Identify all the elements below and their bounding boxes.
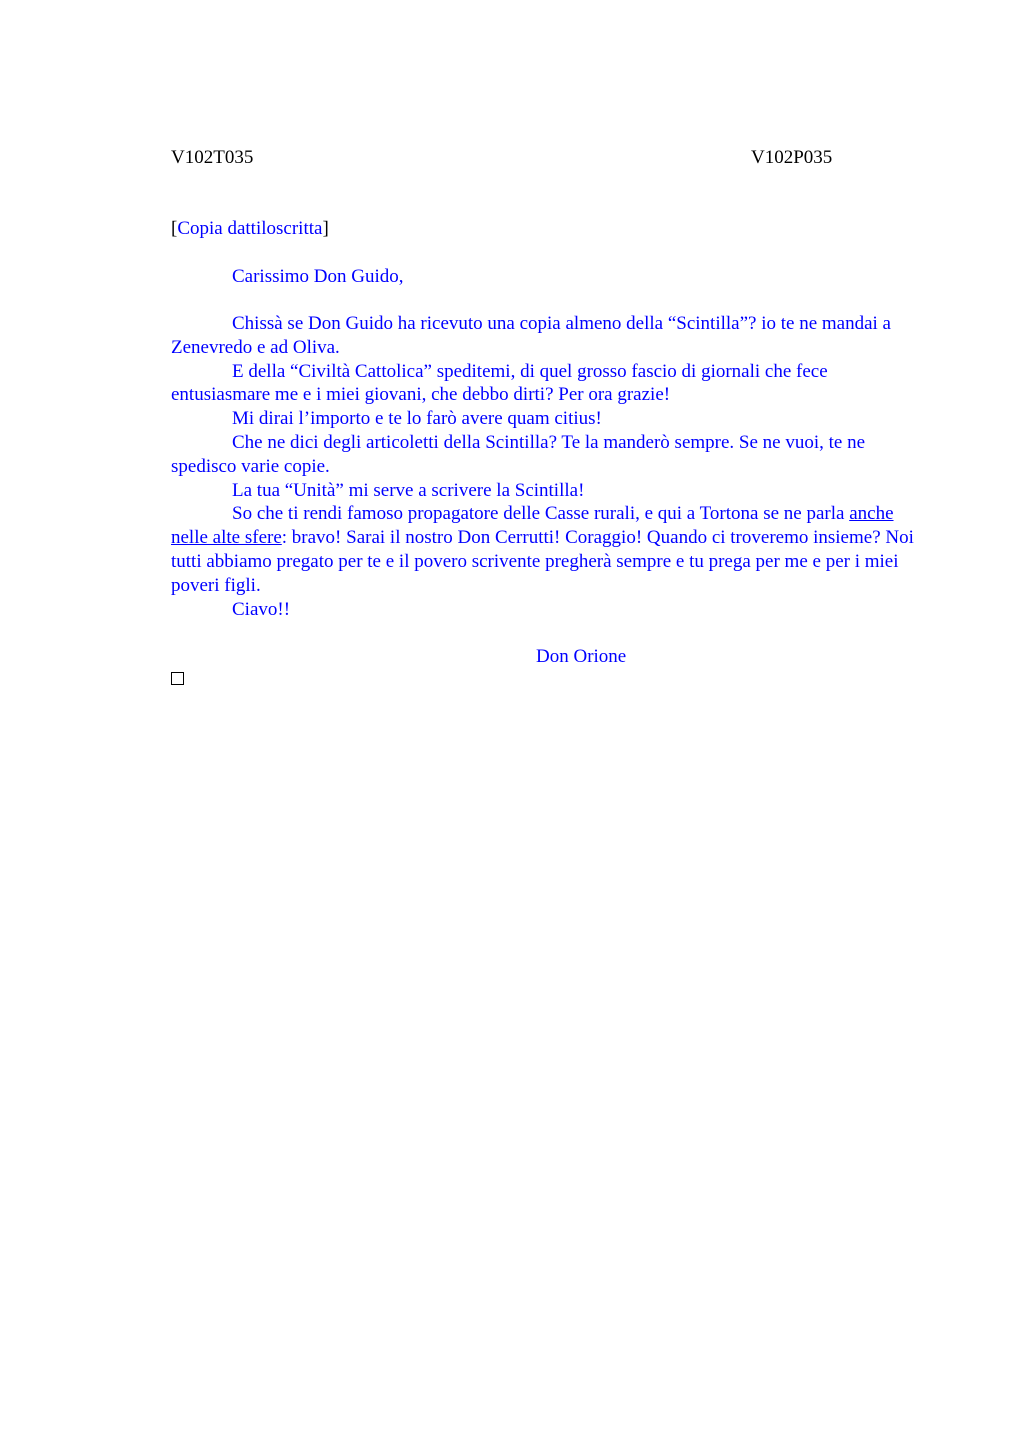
note-close-bracket: ] xyxy=(322,218,329,239)
document-codes xyxy=(171,146,931,170)
paragraph-5: La tua “Unità” mi serve a scrivere la Scintilla! xyxy=(232,479,585,501)
salutation: Carissimo Don Guido, xyxy=(232,266,404,287)
paragraph-6-underlined: anche nelle alte sfere xyxy=(171,503,894,549)
note-open-bracket: [ xyxy=(171,218,178,239)
paragraph-3: Mi dirai l’importo e te lo farò avere quam citius! xyxy=(232,408,602,430)
code-left: V102T035 xyxy=(171,147,254,168)
paragraph-7: Ciavo!! xyxy=(232,598,291,620)
code-right: V102P035 xyxy=(751,147,833,168)
signature: Don Orione xyxy=(536,646,627,668)
editorial-note xyxy=(171,217,931,241)
paragraph-6-start: So che ti rendi famoso propagatore delle Casse rurali, e qui a Tortona se ne parla xyxy=(232,503,850,525)
end-marker-box-icon xyxy=(171,672,184,685)
paragraph-2: E della “Civiltà Cattolica” speditemi, di quel grosso fascio di giornali che fece entusiasmare me e i miei giovani, che debbo dirti? Per ora grazie! xyxy=(171,360,828,406)
letter-body xyxy=(171,312,931,621)
paragraph-6-end: : bravo! Sarai il nostro Don Cerrutti! Coraggio! Quando ci troveremo insieme? Noi tutti abbiamo pregato per te e il povero scrivente pregherà sempre e tu prega per me e per i miei poveri figli. xyxy=(171,527,914,596)
document-page xyxy=(171,146,931,685)
paragraph-1: Chissà se Don Guido ha ricevuto una copia almeno della “Scintilla”? io te ne mandai a Zenevredo e ad Oliva. xyxy=(171,313,891,358)
paragraph-6 xyxy=(171,502,931,597)
paragraph-4: Che ne dici degli articoletti della Scintilla? Te la manderò sempre. Se ne vuoi, te ne spedisco varie copie. xyxy=(171,431,866,477)
note-text: Copia dattiloscritta xyxy=(177,218,323,239)
